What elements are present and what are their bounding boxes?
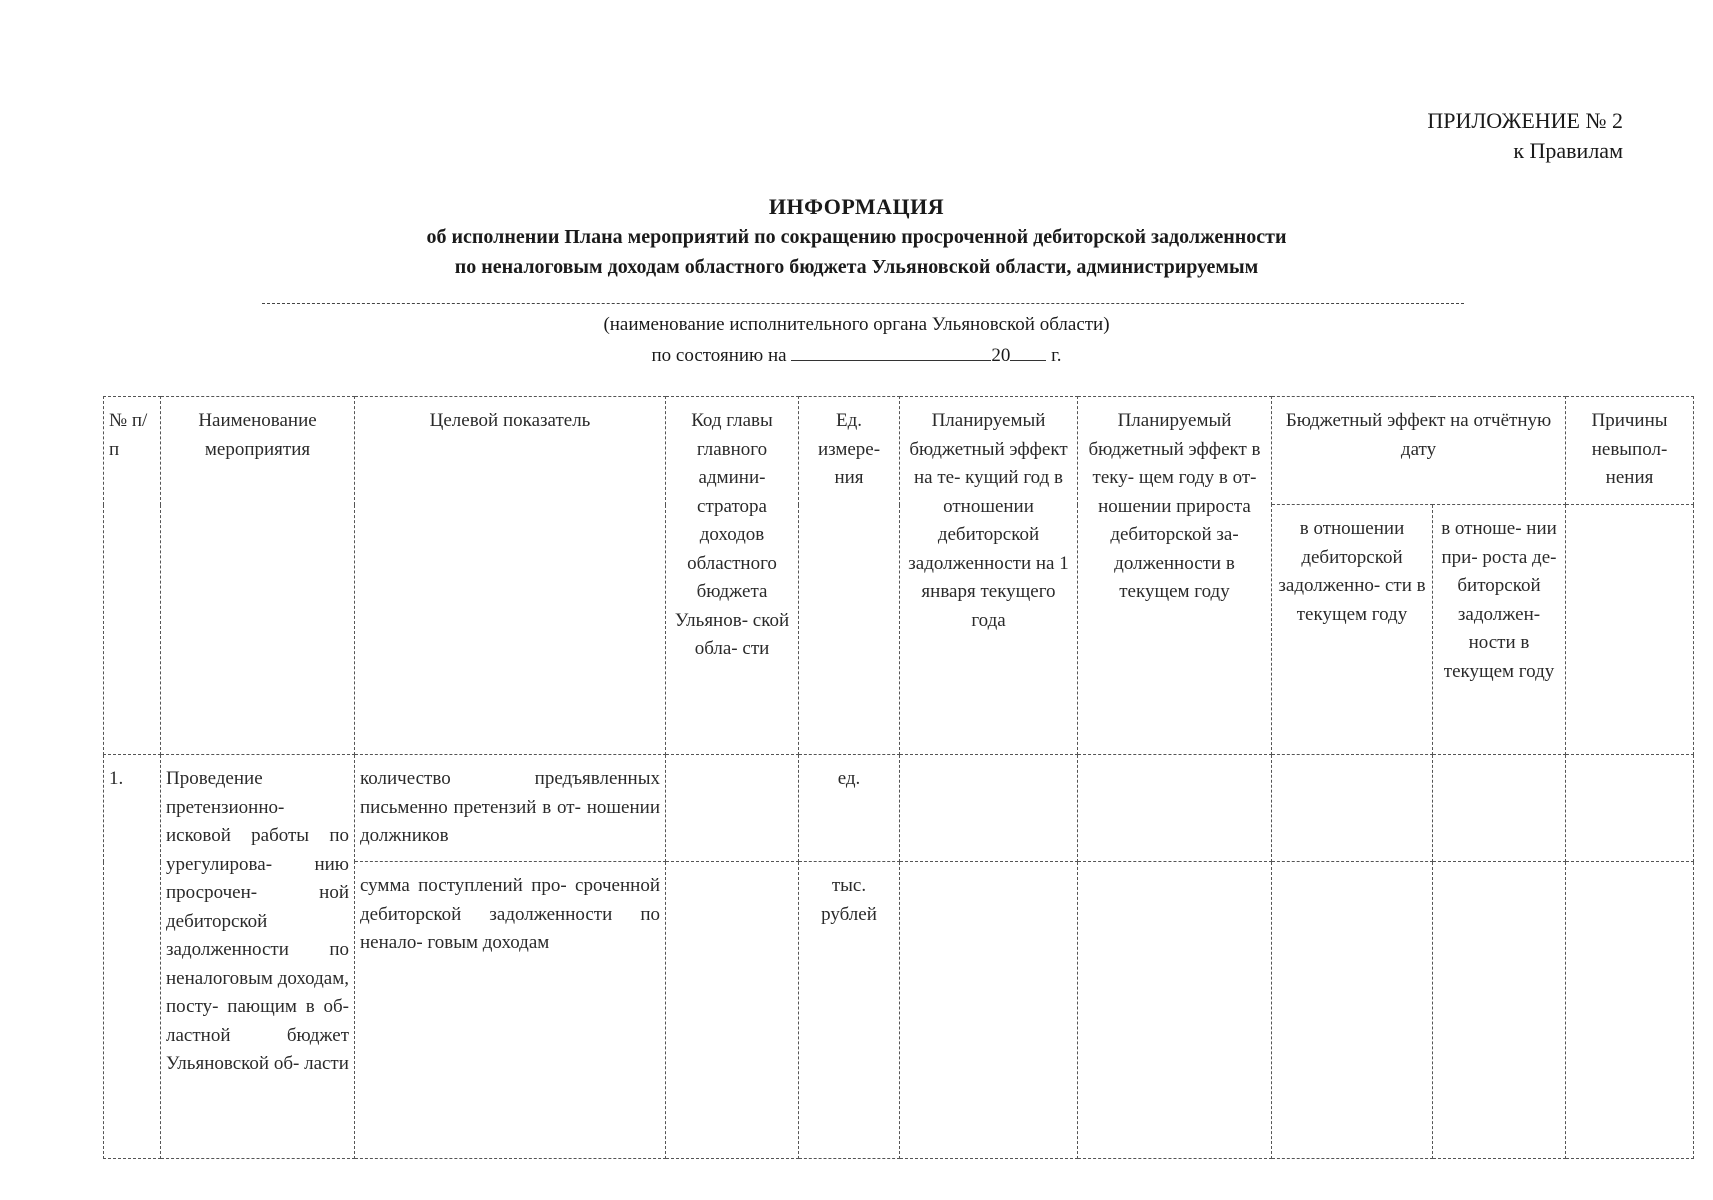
row-planned-effect-growth: [1078, 862, 1272, 1159]
header-admin-code: Код главы главного админи- стратора доходов областного бюджета Ульянов- ской обла- сти: [666, 397, 799, 755]
row-indicator: количество предъявленных письменно претензий в от- ношении должников: [355, 755, 666, 862]
table-header-row: [104, 397, 1694, 505]
row-activity: Проведение претензионно- исковой работы по урегулирова- нию просрочен- ной дебиторской задолженности по неналоговым доходам, посту- пающим в об- ластной бюджет Ульяновской об- ласти: [161, 755, 355, 1159]
row-planned-effect-jan: [900, 862, 1078, 1159]
row-budget-effect-debt: [1272, 755, 1433, 862]
report-date-line: [0, 340, 1713, 371]
date-blank: [791, 340, 991, 361]
header-reasons-empty: [1566, 505, 1694, 755]
header-budget-effect: Бюджетный эффект на отчётную дату: [1272, 397, 1566, 505]
row-admin-code: [666, 755, 799, 862]
document-subtitle-line1: об исполнении Плана мероприятий по сокращению просроченной дебиторской задолженности: [426, 226, 1287, 248]
appendix-number: ПРИЛОЖЕНИЕ № 2: [1427, 108, 1623, 133]
row-budget-effect-growth: [1433, 755, 1566, 862]
table-row: [104, 755, 1694, 862]
header-unit: Ед. измере- ния: [799, 397, 900, 755]
appendix-block: [1427, 106, 1623, 166]
year-prefix: 20: [991, 345, 1011, 366]
row-reasons: [1566, 862, 1694, 1159]
header-budget-effect-debt: в отношении дебиторской задолженно- сти в текущем году: [1272, 505, 1433, 755]
header-activity: Наименование мероприятия: [161, 397, 355, 755]
row-admin-code: [666, 862, 799, 1159]
date-suffix: г.: [1051, 345, 1062, 366]
org-name-caption: (наименование исполнительного органа Ульяновской области): [603, 314, 1110, 335]
row-unit: тыс. рублей: [799, 862, 900, 1159]
header-num: № п/п: [104, 397, 161, 755]
row-budget-effect-growth: [1433, 862, 1566, 1159]
row-budget-effect-debt: [1272, 862, 1433, 1159]
row-planned-effect-growth: [1078, 755, 1272, 862]
header-planned-effect-growth: Планируемый бюджетный эффект в теку- щем году в от- ношении прироста дебиторской за- долженности в текущем году: [1078, 397, 1272, 755]
header-budget-effect-growth: в отноше- нии при- роста де- биторской задолжен- ности в текущем году: [1433, 505, 1566, 755]
document-heading: [0, 192, 1713, 282]
header-reasons: Причины невыпол- нения: [1566, 397, 1694, 505]
row-indicator: сумма поступлений про- сроченной дебиторской задолженности по ненало- говым доходам: [355, 862, 666, 1159]
header-indicator: Целевой показатель: [355, 397, 666, 755]
row-planned-effect-jan: [900, 755, 1078, 862]
document-subtitle-line2: по неналоговым доходам областного бюджета Ульяновской области, администрируемым: [454, 256, 1259, 278]
row-number: 1.: [104, 755, 161, 1159]
row-reasons: [1566, 755, 1694, 862]
row-unit: ед.: [799, 755, 900, 862]
document-title: ИНФОРМАЦИЯ: [768, 194, 945, 219]
appendix-reference: к Правилам: [1513, 138, 1623, 163]
date-prefix: по состоянию на: [651, 345, 787, 366]
org-name-blank-line: [262, 303, 1464, 304]
header-planned-effect-jan: Планируемый бюджетный эффект на те- кущий год в отношении дебиторской задолженности на 1 января текущего года: [900, 397, 1078, 755]
report-table: [103, 396, 1694, 1159]
year-blank: [1010, 340, 1046, 361]
